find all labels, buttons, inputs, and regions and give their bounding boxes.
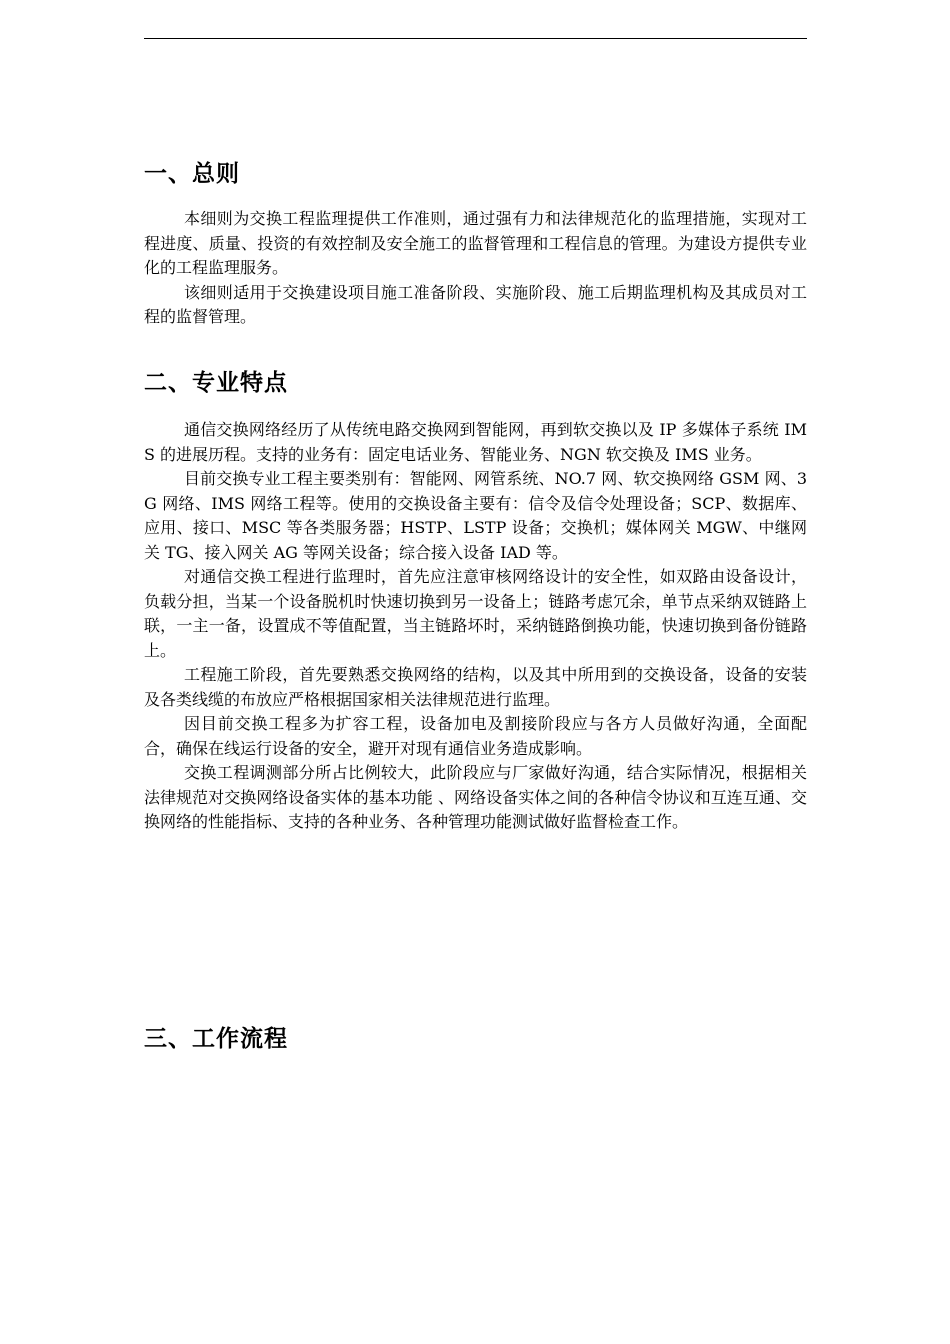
section-heading-characteristics: 二、专业特点 — [144, 370, 288, 396]
section-heading-workflow: 三、工作流程 — [144, 1026, 288, 1052]
paragraph: 交换工程调测部分所占比例较大，此阶段应与厂家做好沟通，结合实际情况，根据相关法律规范对交换网络设备实体的基本功能 、网络设备实体之间的各种信令协议和互连互通、交换网络的性能指标、支持的各种业务、各种管理功能测试做好监督检查工作。 — [144, 763, 807, 831]
paragraph: 因目前交换工程多为扩容工程，设备加电及割接阶段应与各方人员做好沟通，全面配合，确保在线运行设备的安全，避开对现有通信业务造成影响。 — [144, 714, 807, 758]
section-body-general — [144, 207, 807, 330]
paragraph: 通信交换网络经历了从传统电路交换网到智能网，再到软交换以及 IP 多媒体子系统 IMS 的进展历程。支持的业务有：固定电话业务、智能业务、NGN 软交换及 IMS 业务。 — [144, 420, 807, 464]
paragraph: 目前交换专业工程主要类别有：智能网、网管系统、NO.7 网、软交换网络 GSM 网、3G 网络、IMS 网络工程等。使用的交换设备主要有：信令及信令处理设备；SCP、数据库、应用、接口、MSC 等各类服务器；HSTP、LSTP 设备；交换机；媒体网关 MGW、中继网关 TG、接入网关 AG 等网关设备；综合接入设备 IAD 等。 — [144, 469, 807, 562]
paragraph: 工程施工阶段，首先要熟悉交换网络的结构，以及其中所用到的交换设备，设备的安装及各类线缆的布放应严格根据国家相关法律规范进行监理。 — [144, 665, 807, 709]
paragraph: 本细则为交换工程监理提供工作准则，通过强有力和法律规范化的监理措施，实现对工程进度、质量、投资的有效控制及安全施工的监督管理和工程信息的管理。为建设方提供专业化的工程监理服务。 — [144, 209, 807, 277]
section-body-characteristics — [144, 418, 807, 835]
header-rule — [144, 38, 807, 39]
paragraph: 该细则适用于交换建设项目施工准备阶段、实施阶段、施工后期监理机构及其成员对工程的监督管理。 — [144, 282, 807, 326]
section-heading-general: 一、总则 — [144, 161, 240, 187]
paragraph: 对通信交换工程进行监理时，首先应注意审核网络设计的安全性，如双路由设备设计，负载分担，当某一个设备脱机时快速切换到另一设备上；链路考虑冗余，单节点采纳双链路上联，一主一备，设置成不等值配置，当主链路坏时，采纳链路倒换功能，快速切换到备份链路上。 — [144, 567, 807, 660]
